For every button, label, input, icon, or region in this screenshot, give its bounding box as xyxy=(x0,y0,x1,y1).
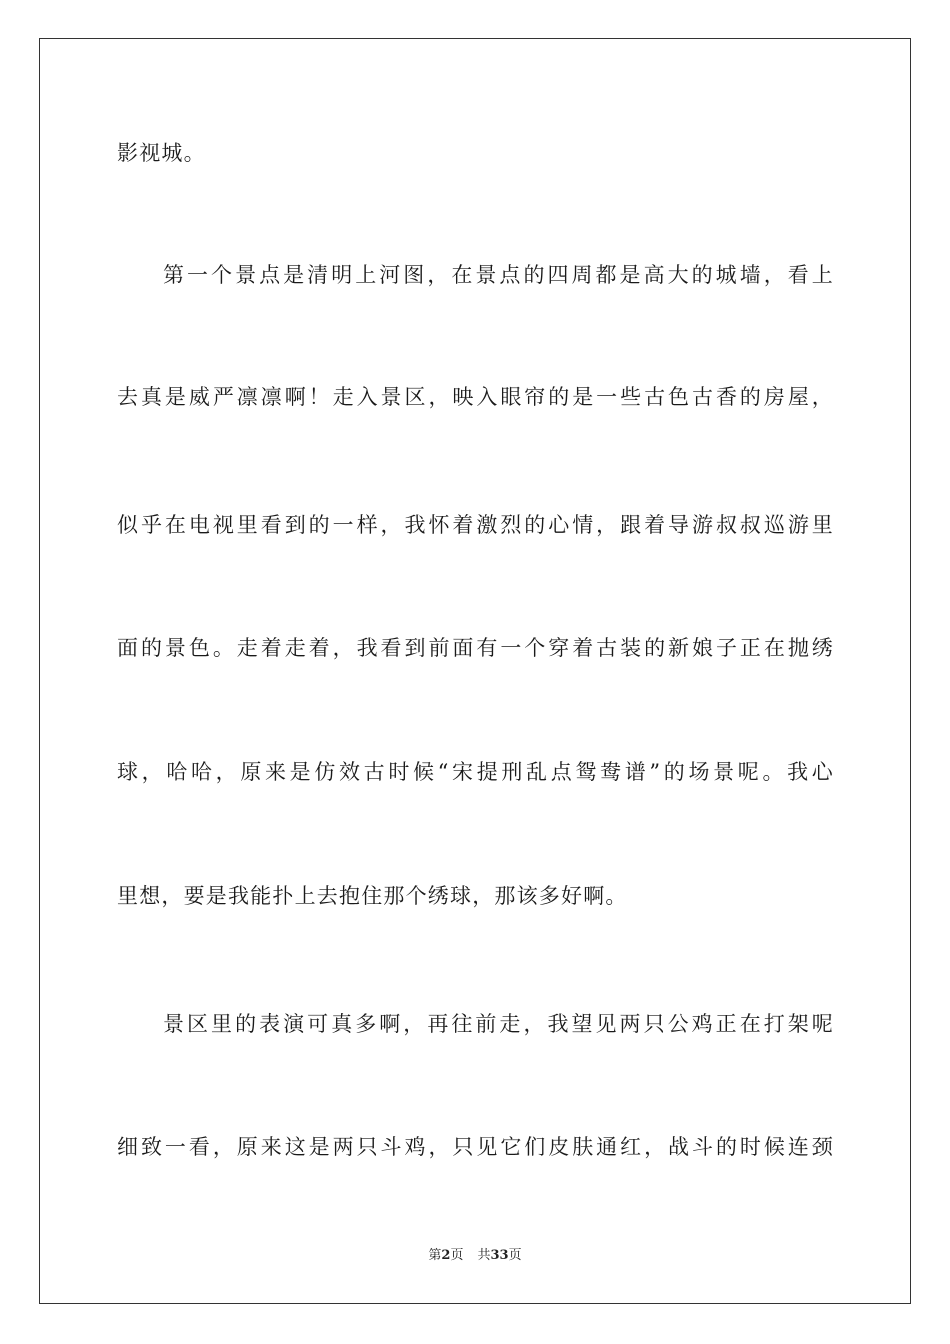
total-prefix: 共 xyxy=(477,1248,491,1263)
text-line-9: 细致一看，原来这是两只斗鸡，只见它们皮肤通红，战斗的时候连颈 xyxy=(117,1135,834,1159)
page-border xyxy=(39,38,911,1304)
text-line-4: 似乎在电视里看到的一样，我怀着激烈的心情，跟着导游叔叔巡游里 xyxy=(117,513,834,537)
page-prefix: 第 xyxy=(428,1248,442,1263)
text-line-7: 里想，要是我能扑上去抱住那个绣球，那该多好啊。 xyxy=(117,884,628,908)
text-line-3: 去真是威严凛凛啊！走入景区，映入眼帘的是一些古色古香的房屋， xyxy=(117,385,834,409)
text-line-2: 第一个景点是清明上河图，在景点的四周都是高大的城墙，看上 xyxy=(163,263,834,287)
page-number: 2 xyxy=(441,1248,451,1263)
page-suffix: 页 xyxy=(450,1248,464,1263)
text-line-8: 景区里的表演可真多啊，再往前走，我望见两只公鸡正在打架呢 xyxy=(163,1012,834,1036)
total-pages: 33 xyxy=(490,1248,509,1263)
text-line-1: 影视城。 xyxy=(117,141,206,165)
text-line-6: 球，哈哈，原来是仿效古时候“宋提刑乱点鸳鸯谱”的场景呢。我心 xyxy=(117,760,834,784)
text-line-5: 面的景色。走着走着，我看到前面有一个穿着古装的新娘子正在抛绣 xyxy=(117,636,834,660)
page-footer xyxy=(0,1247,950,1265)
total-suffix: 页 xyxy=(508,1248,522,1263)
